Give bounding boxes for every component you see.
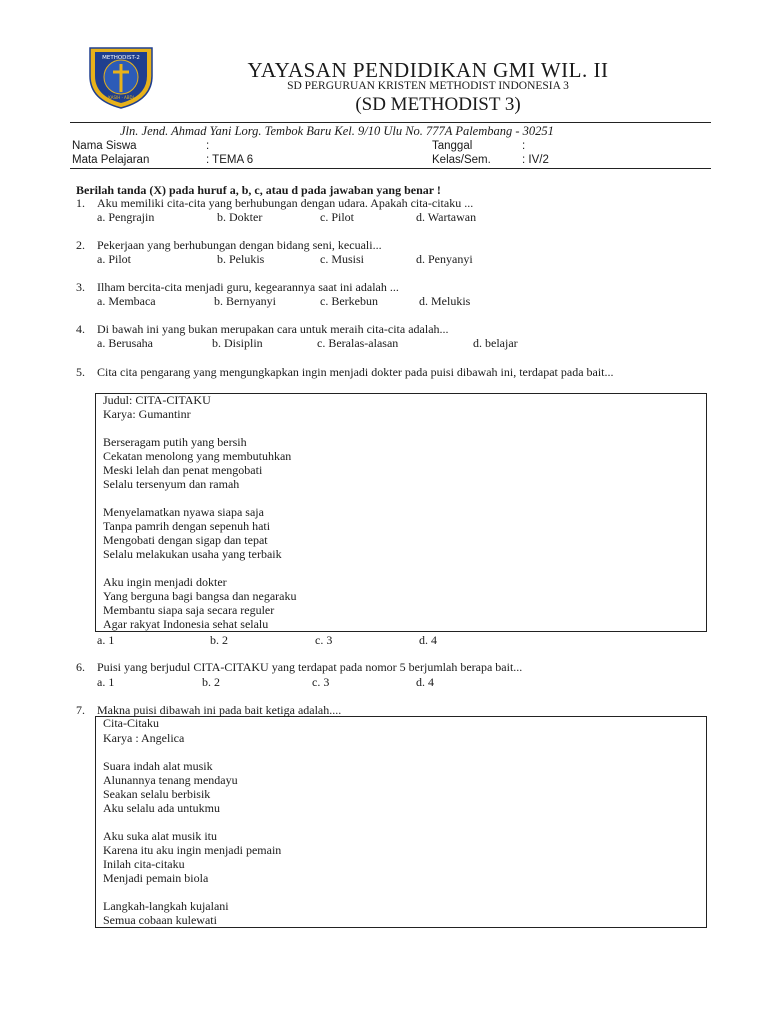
option-b[interactable]: b. 2	[202, 675, 220, 689]
question-number: 5.	[76, 365, 85, 379]
option-a[interactable]: a. Pengrajin	[97, 210, 155, 224]
question-number: 2.	[76, 238, 85, 252]
poem-line: Menyelamatkan nyawa siapa saja	[103, 505, 264, 519]
option-a[interactable]: a. 1	[97, 633, 115, 647]
poem-line: Yang berguna bagi bangsa dan negaraku	[103, 589, 297, 603]
option-c[interactable]: c. 3	[315, 633, 333, 647]
option-d[interactable]: d. Melukis	[419, 294, 471, 308]
foundation-title: YAYASAN PENDIDIKAN GMI WIL. II	[247, 58, 609, 82]
kelas-label: Kelas/Sem.	[432, 154, 491, 166]
tanggal-field[interactable]: :	[522, 140, 526, 152]
poem-line: Selalu tersenyum dan ramah	[103, 477, 240, 491]
poem-line: Inilah cita-citaku	[103, 857, 185, 871]
option-c[interactable]: c. 3	[312, 675, 330, 689]
option-d[interactable]: d. Penyanyi	[416, 252, 473, 266]
header-divider	[70, 122, 711, 123]
poem-line: Judul: CITA-CITAKU	[103, 393, 211, 407]
poem-line: Karena itu aku ingin menjadi pemain	[103, 843, 282, 857]
option-c[interactable]: c. Musisi	[320, 252, 365, 266]
option-d[interactable]: d. belajar	[473, 336, 518, 350]
school-name: (SD METHODIST 3)	[355, 94, 521, 115]
option-b[interactable]: b. Disiplin	[212, 336, 263, 350]
poem-line: Agar rakyat Indonesia sehat selalu	[103, 617, 269, 631]
question-number: 6.	[76, 660, 85, 674]
option-d[interactable]: d. 4	[416, 675, 434, 689]
poem-line: Menjadi pemain biola	[103, 871, 209, 885]
option-a[interactable]: a. Berusaha	[97, 336, 153, 350]
instruction: Berilah tanda (X) pada huruf a, b, c, atau d pada jawaban yang benar !	[76, 183, 441, 197]
option-b[interactable]: b. Pelukis	[217, 252, 265, 266]
mata-pelajaran-label: Mata Pelajaran	[72, 154, 150, 166]
option-b[interactable]: b. Dokter	[217, 210, 263, 224]
option-c[interactable]: c. Pilot	[320, 210, 355, 224]
poem-line: Karya: Gumantinr	[103, 407, 191, 421]
question-text: Aku memiliki cita-cita yang berhubungan dengan udara. Apakah cita-citaku ...	[97, 196, 474, 210]
option-c[interactable]: c. Berkebun	[320, 294, 378, 308]
kelas-value: : IV/2	[522, 154, 549, 166]
poem-line: Seakan selalu berbisik	[103, 787, 211, 801]
poem-line: Alunannya tenang mendayu	[103, 773, 238, 787]
option-d[interactable]: d. Wartawan	[416, 210, 477, 224]
poem-line: Meski lelah dan penat mengobati	[103, 463, 263, 477]
poem-box-2	[95, 716, 707, 928]
poem-line: Suara indah alat musik	[103, 759, 213, 773]
option-a[interactable]: a. Membaca	[97, 294, 156, 308]
tanggal-label: Tanggal	[432, 140, 473, 152]
question-text: Cita cita pengarang yang mengungkapkan ingin menjadi dokter pada puisi dibawah ini, terdapat pada bait...	[97, 365, 614, 379]
poem-line: Aku suka alat musik itu	[103, 829, 217, 843]
question-number: 4.	[76, 322, 85, 336]
poem-line: Tanpa pamrih dengan sepenuh hati	[103, 519, 271, 533]
poem-line: Membantu siapa saja secara reguler	[103, 603, 275, 617]
poem-line: Aku ingin menjadi dokter	[103, 575, 227, 589]
option-a[interactable]: a. 1	[97, 675, 115, 689]
logo-subtext: KASIH · ABDI	[108, 95, 134, 100]
question-text: Makna puisi dibawah ini pada bait ketiga adalah....	[97, 703, 342, 717]
question-text: Puisi yang berjudul CITA-CITAKU yang terdapat pada nomor 5 berjumlah berapa bait...	[97, 660, 523, 674]
poem-line: Aku selalu ada untukmu	[103, 801, 220, 815]
question-number: 3.	[76, 280, 85, 294]
option-c[interactable]: c. Beralas-alasan	[317, 336, 399, 350]
option-d[interactable]: d. 4	[419, 633, 437, 647]
poem-line: Semua cobaan kulewati	[103, 913, 217, 927]
school-subtitle: SD PERGURUAN KRISTEN METHODIST INDONESIA 3	[287, 80, 569, 92]
option-b[interactable]: b. 2	[210, 633, 228, 647]
school-address: Jln. Jend. Ahmad Yani Lorg. Tembok Baru Kel. 9/10 Ulu No. 777A Palembang - 30251	[120, 124, 554, 138]
poem-line: Langkah-langkah kujalani	[103, 899, 229, 913]
mata-pelajaran-value: : TEMA 6	[206, 154, 254, 166]
poem-line: Berseragam putih yang bersih	[103, 435, 247, 449]
question-number: 7.	[76, 703, 85, 717]
option-a[interactable]: a. Pilot	[97, 252, 132, 266]
question-text: Pekerjaan yang berhubungan dengan bidang seni, kecuali...	[97, 238, 382, 252]
option-b[interactable]: b. Bernyanyi	[214, 294, 276, 308]
question-text: Di bawah ini yang bukan merupakan cara untuk meraih cita-cita adalah...	[97, 322, 449, 336]
logo-text: METHODIST-2	[102, 55, 140, 61]
poem-line: Mengobati dengan sigap dan tepat	[103, 533, 268, 547]
nama-siswa-field[interactable]: :	[206, 140, 210, 152]
question-text: Ilham bercita-cita menjadi guru, kegearannya saat ini adalah ...	[97, 280, 399, 294]
poem-line: Cita-Citaku	[103, 716, 159, 730]
question-number: 1.	[76, 196, 85, 210]
info-divider	[70, 168, 711, 169]
poem-line: Karya : Angelica	[103, 731, 185, 745]
poem-line: Selalu melakukan usaha yang terbaik	[103, 547, 282, 561]
poem-line: Cekatan menolong yang membutuhkan	[103, 449, 292, 463]
nama-siswa-label: Nama Siswa	[72, 140, 137, 152]
